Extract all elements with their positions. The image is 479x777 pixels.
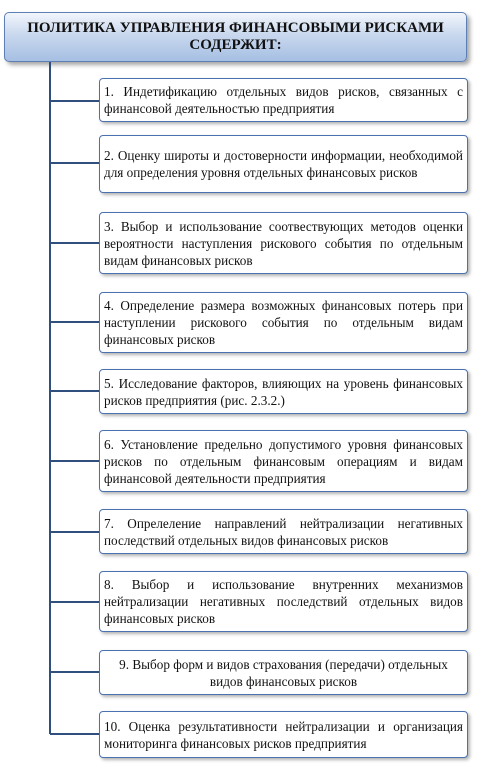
connector-branch-7 — [50, 531, 99, 533]
header-title: ПОЛИТИКА УПРАВЛЕНИЯ ФИНАНСОВЫМИ РИСКАМИ СОДЕРЖИТ: — [27, 20, 444, 53]
step-text-9: 9. Выбор форм и видов страхования (передачи) отдельных видов финансовых рисков — [119, 656, 448, 689]
step-text-4: 4. Определение размера возможных финансовых потерь при наступлении рискового события по отдельным видам финансовых рисков — [104, 298, 463, 347]
step-text-8: 8. Выбор и использование внутренних механизмов нейтрализации негативных последствий отдельных видов финансовых рисков — [104, 577, 463, 626]
step-text-7: 7. Опрелеление направлений нейтрализации негативных последствий отдельных видов финансовых рисков — [104, 515, 463, 548]
step-text-10: 10. Оценка результативности нейтрализации и организация мониторинга финансовых рисков предприятия — [104, 718, 463, 751]
step-box-8 — [99, 571, 468, 632]
step-box-9 — [99, 650, 468, 695]
step-box-7 — [99, 509, 468, 554]
step-text-2: 2. Оценку широты и достоверности информации, необходимой для определения уровня отдельных финансовых рисков — [104, 148, 463, 180]
step-box-10 — [99, 711, 468, 758]
step-box-3 — [99, 212, 468, 274]
step-box-5 — [99, 369, 468, 414]
step-text-3: 3. Выбор и использование соотвествующих методов оценки вероятности наступления рискового события по отдельным видам финансовых рисков — [104, 218, 463, 268]
connector-branch-9 — [50, 671, 99, 673]
step-box-1 — [99, 78, 468, 122]
step-text-1: 1. Индетификацию отдельных видов рисков, связанных с финансовой деятельностью предприятия — [104, 84, 463, 116]
connector-branch-3 — [50, 242, 99, 244]
connector-branch-10 — [50, 733, 99, 735]
step-text-5: 5. Исследование факторов, влияющих на уровень финансовых рисков предприятия (рис. 2.3.2.) — [104, 375, 463, 408]
step-box-2 — [99, 135, 468, 193]
step-box-6 — [99, 430, 468, 492]
connector-branch-2 — [50, 162, 99, 164]
connector-branch-6 — [50, 460, 99, 462]
diagram-header — [4, 12, 467, 62]
connector-branch-4 — [50, 321, 99, 323]
connector-branch-1 — [50, 100, 99, 102]
step-text-6: 6. Установление предельно допустимого уровня финансовых рисков по отдельным финансовым операциям и видам финансовой деятельности предприятия — [104, 436, 463, 486]
step-box-4 — [99, 292, 468, 353]
connector-branch-8 — [50, 601, 99, 603]
connector-branch-5 — [50, 390, 99, 392]
